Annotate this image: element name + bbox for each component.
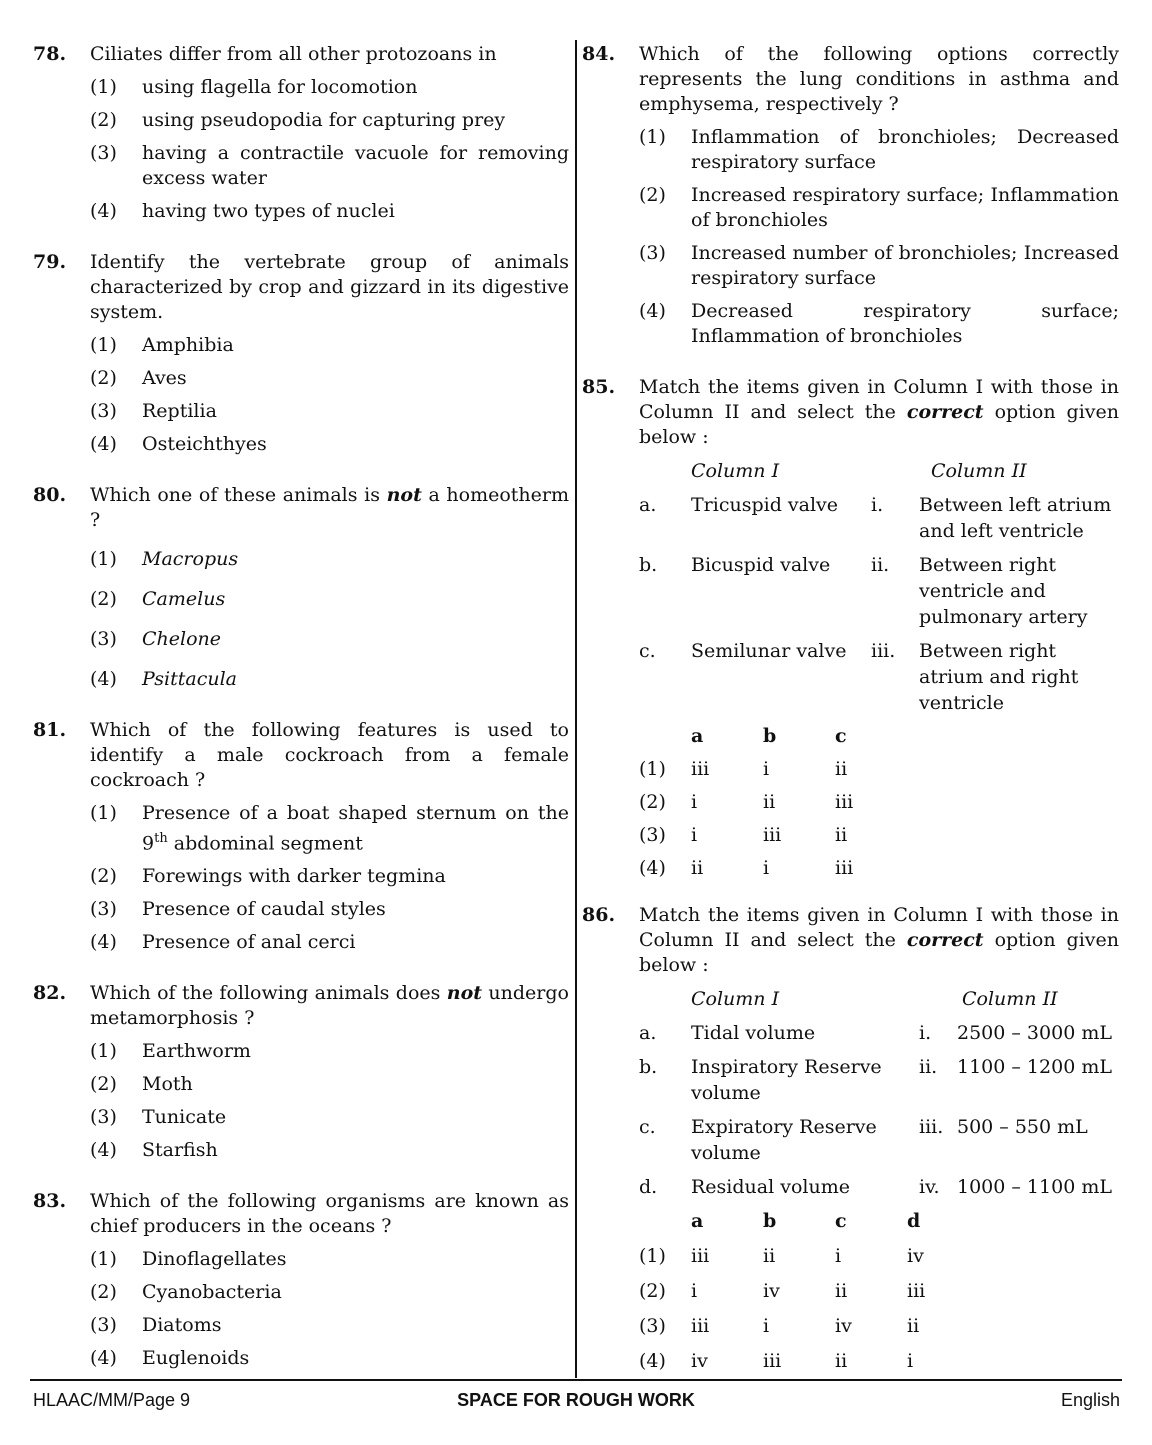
- question-83: [33, 1189, 569, 1371]
- question-text: Match the items given in Column I with those in Column II and select the correct option given below :: [639, 904, 1119, 976]
- column-ii-header: Column II: [962, 988, 1058, 1010]
- answer-option-4[interactable]: (4) ii i iii: [639, 857, 854, 879]
- question-79: [33, 250, 569, 457]
- right-column: [582, 42, 1119, 1400]
- option-3[interactable]: (3) Reptilia: [90, 400, 217, 422]
- question-text: Which of the following features is used to identify a male cockroach from a female cockroach ?: [90, 719, 569, 791]
- option-4[interactable]: (4) Decreased respiratory surface; Inflammation of bronchioles: [639, 300, 1119, 347]
- match-row: c. Expiratory Reserve volume iii. 500 – 550 mL: [639, 1116, 1088, 1164]
- answer-key-table: a b c (1) iii i ii (2) i ii iii (3) i iii ii (4) ii i iii: [639, 723, 1119, 881]
- language-label: English: [1060, 1390, 1120, 1410]
- option-4[interactable]: (4) Euglenoids: [90, 1347, 250, 1370]
- option-1[interactable]: (1) Amphibia: [90, 334, 234, 356]
- option-2[interactable]: (2) Camelus: [90, 588, 226, 610]
- question-number: 80.: [33, 484, 67, 506]
- rough-work-label: SPACE FOR ROUGH WORK: [457, 1390, 695, 1410]
- answer-key-table: a b c d (1) iii ii i iv (2) i iv ii iii (3) iii i iv ii (4) iv iii ii i: [639, 1208, 1119, 1374]
- question-number: 83.: [33, 1190, 67, 1213]
- option-4[interactable]: (4) Presence of anal cerci: [90, 931, 356, 954]
- option-1[interactable]: (1) Presence of a boat shaped sternum on the 9th abdominal segment: [90, 802, 569, 855]
- emphasis-not: not: [446, 982, 483, 1005]
- column-ii-header: Column II: [931, 460, 1027, 482]
- option-2[interactable]: (2) using pseudopodia for capturing prey: [90, 109, 506, 131]
- option-1[interactable]: (1) Macropus: [90, 548, 239, 570]
- option-2[interactable]: (2) Moth: [90, 1073, 193, 1096]
- option-2[interactable]: (2) Cyanobacteria: [90, 1281, 282, 1304]
- question-text: Ciliates differ from all other protozoans in: [90, 43, 497, 65]
- answer-option-2[interactable]: (2) i iv ii iii: [639, 1280, 926, 1302]
- question-82: [33, 981, 569, 1163]
- question-text: Identify the vertebrate group of animals characterized by crop and gizzard in its digestive system.: [90, 251, 569, 323]
- option-1[interactable]: (1) Dinoflagellates: [90, 1248, 287, 1271]
- column-i-header: Column I: [691, 460, 780, 482]
- answer-option-1[interactable]: (1) iii i ii: [639, 758, 848, 780]
- question-number: 79.: [33, 251, 67, 273]
- answer-option-2[interactable]: (2) i ii iii: [639, 791, 854, 813]
- question-number: 84.: [582, 43, 616, 65]
- question-number: 78.: [33, 43, 67, 65]
- question-text: Which of the following options correctly represents the lung conditions in asthma and emphysema, respectively ?: [639, 43, 1119, 115]
- option-2[interactable]: (2) Aves: [90, 367, 187, 389]
- column-i-header: Column I: [691, 988, 780, 1010]
- question-86: [582, 903, 1119, 1374]
- option-4[interactable]: (4) Starfish: [90, 1139, 218, 1162]
- option-3[interactable]: (3) having a contractile vacuole for removing excess water: [90, 142, 569, 189]
- option-1[interactable]: (1) Inflammation of bronchioles; Decreased respiratory surface: [639, 126, 1119, 173]
- match-table: [639, 986, 1119, 1200]
- emphasis-correct: correct: [906, 401, 984, 423]
- question-81: [33, 718, 569, 955]
- question-text: Match the items given in Column I with those in Column II and select the correct option given below :: [639, 376, 1119, 448]
- match-row: a. Tidal volume i. 2500 – 3000 mL: [639, 1022, 1112, 1044]
- match-row: a. Tricuspid valve i. Between left atrium and left ventricle: [639, 494, 1112, 542]
- match-row: d. Residual volume iv. 1000 – 1100 mL: [639, 1176, 1112, 1198]
- option-1[interactable]: (1) using flagella for locomotion: [90, 76, 418, 98]
- option-3[interactable]: (3) Diatoms: [90, 1314, 222, 1337]
- match-row: b. Bicuspid valve ii. Between right ventricle and pulmonary artery: [639, 554, 1088, 628]
- question-text: Which of the following organisms are known as chief producers in the oceans ?: [90, 1190, 569, 1238]
- answer-option-1[interactable]: (1) iii ii i iv: [639, 1245, 924, 1267]
- page-code: HLAAC/MM/Page 9: [33, 1390, 191, 1410]
- question-number: 82.: [33, 982, 67, 1005]
- left-column: [33, 42, 569, 1397]
- option-4[interactable]: (4) Psittacula: [90, 668, 237, 690]
- question-number: 86.: [582, 904, 616, 926]
- answer-option-3[interactable]: (3) iii i iv ii: [639, 1315, 920, 1337]
- answer-option-3[interactable]: (3) i iii ii: [639, 824, 848, 846]
- option-3[interactable]: (3) Presence of caudal styles: [90, 898, 386, 921]
- option-3[interactable]: (3) Tunicate: [90, 1106, 227, 1129]
- question-78: [33, 42, 569, 224]
- option-4[interactable]: (4) having two types of nuclei: [90, 200, 395, 222]
- answer-option-4[interactable]: (4) iv iii ii i: [639, 1350, 914, 1372]
- match-row: b. Inspiratory Reserve volume ii. 1100 – 1200 mL: [639, 1056, 1112, 1104]
- emphasis-correct: correct: [906, 929, 984, 951]
- emphasis-not: not: [386, 484, 422, 506]
- question-84: [582, 42, 1119, 349]
- question-80: [33, 483, 569, 692]
- option-1[interactable]: (1) Earthworm: [90, 1040, 251, 1063]
- option-4[interactable]: (4) Osteichthyes: [90, 433, 267, 455]
- match-row: c. Semilunar valve iii. Between right atrium and right ventricle: [639, 640, 1079, 714]
- question-text: Which of the following animals does not undergo metamorphosis ?: [90, 982, 569, 1030]
- question-number: 81.: [33, 719, 67, 741]
- option-3[interactable]: (3) Increased number of bronchioles; Increased respiratory surface: [639, 242, 1119, 289]
- question-number: 85.: [582, 376, 616, 398]
- option-2[interactable]: (2) Increased respiratory surface; Inflammation of bronchioles: [639, 184, 1119, 231]
- option-3[interactable]: (3) Chelone: [90, 628, 222, 650]
- question-85: [582, 375, 1119, 881]
- column-divider: [575, 40, 577, 1378]
- match-table: [639, 458, 1119, 716]
- question-text: Which one of these animals is not a homeotherm ?: [90, 484, 569, 531]
- option-2[interactable]: (2) Forewings with darker tegmina: [90, 865, 446, 888]
